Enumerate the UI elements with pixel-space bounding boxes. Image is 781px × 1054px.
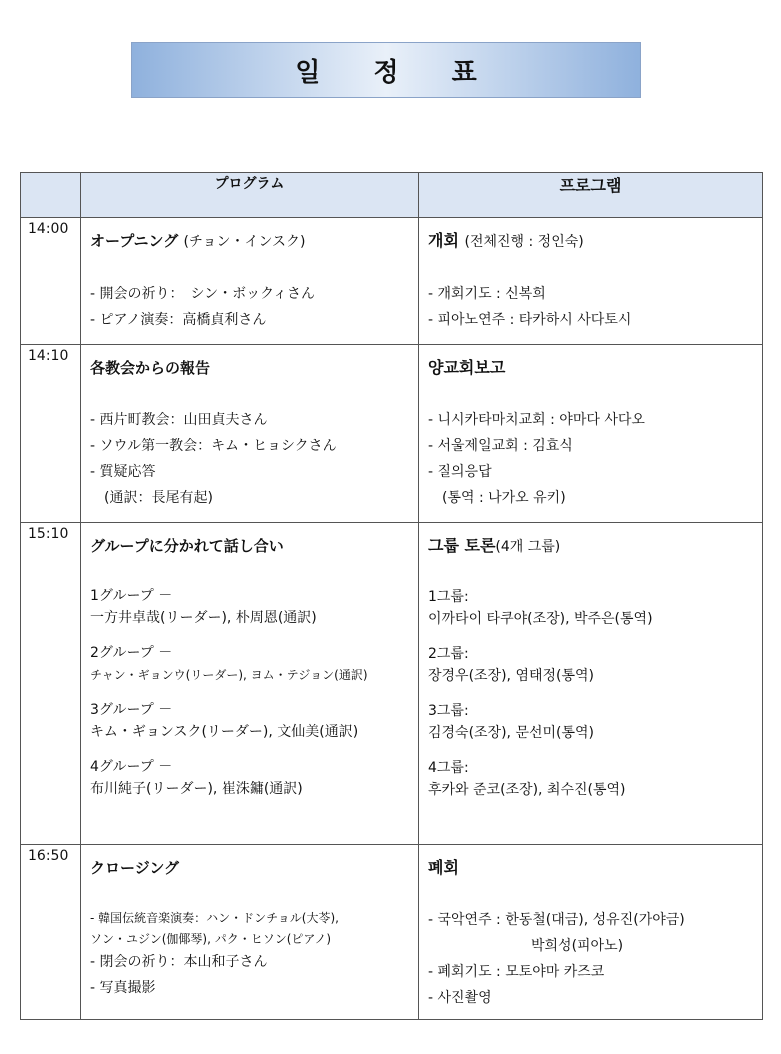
group-entry — [428, 757, 762, 801]
group-entry — [428, 700, 762, 744]
session-title: 그룹 토론(4개 그룹) — [428, 536, 561, 555]
list-item-continued: ソン・ユジン(伽倻琴), パク・ヒソン(ピアノ) — [90, 932, 332, 946]
page-title: 일 정 표 — [295, 57, 499, 88]
group-label: 1グループ － — [90, 588, 173, 604]
group-entry — [428, 643, 762, 687]
table-row — [21, 218, 763, 345]
list-item: - ソウル第一教会：キム・ヒョシクさん — [90, 438, 337, 454]
list-item: - 韓国伝統音楽演奏：ハン・ドンチョル(大苓), — [90, 911, 339, 925]
jp-cell — [81, 218, 418, 333]
group-members: 이까타이 타쿠야(조장), 박주은(통역) — [428, 611, 653, 627]
session-title: オープニング (チョン・インスク) — [90, 232, 306, 250]
list-item: - 西片町教会：山田貞夫さん — [90, 412, 268, 428]
table-row — [21, 523, 763, 845]
jp-program-header: プログラム — [81, 173, 419, 218]
ko-cell — [419, 523, 762, 801]
group-members: 장경우(조장), 염태정(통역) — [428, 668, 594, 684]
list-item: - 폐회기도 : 모토야마 카즈코 — [428, 964, 605, 980]
session-title: グループに分かれて話し合い — [90, 537, 284, 555]
interpreter-note: (通訳：長尾有起) — [104, 490, 213, 506]
group-label: 3그룹: — [428, 703, 469, 719]
list-item: - 개회기도 : 신복희 — [428, 286, 546, 302]
group-members: 一方井卓哉(リーダー), 朴周恩(通訳) — [90, 610, 317, 626]
jp-cell — [81, 845, 418, 1001]
list-item: - 閉会の祈り：本山和子さん — [90, 954, 268, 970]
time-cell: 15:10 — [28, 526, 69, 542]
group-members: 布川純子(リーダー), 崔洙鏞(通訳) — [90, 781, 303, 797]
header-row — [21, 173, 763, 218]
jp-cell — [81, 345, 418, 511]
group-entry — [90, 642, 418, 686]
time-header — [21, 173, 81, 218]
title-banner — [131, 42, 641, 98]
group-label: 4그룹: — [428, 760, 469, 776]
ko-cell — [419, 345, 762, 511]
time-cell: 14:00 — [28, 221, 69, 237]
list-item: - 서울제일교회 : 김효식 — [428, 438, 573, 454]
group-entry — [90, 699, 418, 743]
list-item: - 국악연주 : 한동철(대금), 성유진(가야금) — [428, 912, 685, 928]
group-label: 3グループ － — [90, 702, 173, 718]
group-label: 2그룹: — [428, 646, 469, 662]
jp-cell — [81, 523, 418, 800]
table-row — [21, 345, 763, 523]
group-members: 후카와 준코(조장), 최수진(통역) — [428, 782, 626, 798]
schedule-table — [20, 172, 763, 1020]
list-item: - ピアノ演奏：高橋貞利さん — [90, 312, 267, 328]
list-item: - 피아노연주 : 타카하시 사다토시 — [428, 312, 632, 328]
list-item: - 写真撮影 — [90, 980, 156, 996]
list-item: - 質疑応答 — [90, 464, 156, 480]
session-title: クロージング — [90, 859, 180, 877]
group-members: キム・ギョンスク(リーダー), 文仙美(通訳) — [90, 724, 359, 740]
ko-cell — [419, 845, 762, 1011]
group-entry — [428, 586, 762, 630]
list-item: - 질의응답 — [428, 464, 492, 480]
group-members: 김경숙(조장), 문선미(통역) — [428, 725, 594, 741]
list-item: - 開会の祈り： シン・ボックィさん — [90, 286, 316, 302]
time-cell: 16:50 — [28, 848, 69, 864]
interpreter-note: (통역 : 나가오 유키) — [442, 490, 566, 506]
session-title: 폐회 — [428, 858, 459, 877]
ko-cell — [419, 218, 762, 333]
list-item-continued: 박희성(피아노) — [531, 938, 624, 954]
group-entry — [90, 585, 418, 629]
group-label: 4グループ － — [90, 759, 173, 775]
table-row — [21, 845, 763, 1020]
list-item: - 사진촬영 — [428, 990, 492, 1006]
time-cell: 14:10 — [28, 348, 69, 364]
ko-program-header: 프로그램 — [419, 173, 763, 218]
session-title: 各教会からの報告 — [90, 359, 211, 377]
list-item: - 니시카타마치교회 : 야마다 사다오 — [428, 412, 645, 428]
session-title: 개회 (전체진행 : 정인숙) — [428, 231, 584, 250]
group-label: 2グループ － — [90, 645, 173, 661]
group-members: チャン・ギョンウ(リーダー), ヨム・テジョン(通訳) — [90, 668, 368, 682]
group-label: 1그룹: — [428, 589, 469, 605]
session-title: 양교회보고 — [428, 358, 506, 377]
group-entry — [90, 756, 418, 800]
